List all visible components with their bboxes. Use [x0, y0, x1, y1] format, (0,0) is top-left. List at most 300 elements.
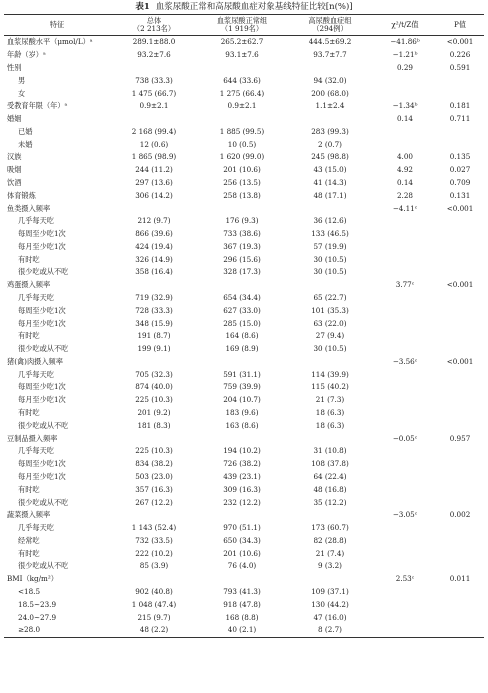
row-label: 每月至少吃1次 [18, 318, 66, 328]
row-label: 很少吃或从不吃 [18, 344, 69, 354]
row-label: 蔬菜摄入频率 [7, 510, 51, 520]
cell-high: 133 (46.5) [311, 229, 349, 239]
cell-statistic: −1.21ᵇ [392, 50, 418, 60]
cell-normal: 204 (10.7) [223, 395, 261, 405]
cell-total: 244 (11.2) [135, 165, 173, 175]
table-label: 表1 [135, 2, 150, 12]
row-label: 已婚 [18, 126, 33, 136]
cell-p-value: <0.001 [446, 203, 474, 213]
table-row [4, 598, 484, 611]
cell-statistic [374, 458, 436, 471]
table-row [4, 100, 484, 113]
cell-total [110, 509, 198, 522]
cell-total: 1 475 (66.7) [131, 88, 177, 98]
row-label: 很少吃或从不吃 [18, 561, 69, 571]
row-label: 猪(禽)肉摄入频率 [7, 356, 63, 366]
cell-p-value: 0.135 [449, 152, 471, 162]
cell-total: 85 (3.9) [139, 561, 169, 571]
header-total [110, 15, 198, 36]
table-row [4, 586, 484, 599]
cell-statistic: 3.77ᶜ [395, 280, 415, 290]
row-label: 有时吃 [18, 254, 40, 264]
cell-normal: 918 (47.8) [223, 599, 261, 609]
cell-normal: 733 (38.6) [223, 229, 261, 239]
cell-normal: 1 275 (66.4) [219, 88, 265, 98]
cell-statistic: −0.05ᶜ [392, 433, 418, 443]
cell-statistic [374, 445, 436, 458]
cell-p-value: 0.011 [449, 574, 471, 584]
cell-statistic: 2.28 [396, 190, 413, 200]
cell-high: 18 (6.3) [315, 420, 345, 430]
cell-normal: 164 (8.6) [225, 331, 259, 341]
row-label: 几乎每天吃 [18, 216, 54, 226]
row-label: 几乎每天吃 [18, 369, 54, 379]
table-row [4, 317, 484, 330]
cell-high [286, 432, 374, 445]
cell-normal: 40 (2.1) [227, 625, 257, 635]
cell-high: 130 (44.2) [311, 599, 349, 609]
cell-statistic [374, 394, 436, 407]
header-total-line2: （2 213名） [132, 24, 176, 33]
cell-p-value [436, 330, 484, 343]
cell-normal: 970 (51.1) [223, 523, 261, 533]
cell-normal [198, 202, 286, 215]
cell-statistic [374, 330, 436, 343]
cell-total: 289.1±88.0 [132, 37, 176, 47]
cell-total [110, 356, 198, 369]
cell-statistic [374, 74, 436, 87]
row-label: 男 [18, 75, 26, 85]
table-row [4, 292, 484, 305]
cell-total: 222 (10.2) [135, 548, 173, 558]
cell-normal: 654 (34.4) [223, 293, 261, 303]
row-label: 血浆尿酸水平（μmol/L）ᵃ [7, 37, 93, 47]
cell-total [110, 113, 198, 126]
cell-normal [198, 356, 286, 369]
cell-statistic: 0.14 [396, 114, 413, 124]
table-row [4, 458, 484, 471]
cell-high: 63 (22.0) [313, 318, 347, 328]
table-row [4, 471, 484, 484]
table-row [4, 202, 484, 215]
cell-normal: 296 (15.6) [223, 254, 261, 264]
cell-total: 201 (9.2) [137, 408, 171, 418]
cell-high [286, 509, 374, 522]
cell-high: 444.5±69.2 [308, 37, 352, 47]
row-label: 有时吃 [18, 548, 40, 558]
cell-normal: 176 (9.3) [225, 216, 259, 226]
cell-statistic [374, 304, 436, 317]
cell-high: 173 (60.7) [311, 523, 349, 533]
cell-statistic [374, 611, 436, 624]
cell-statistic [374, 228, 436, 241]
cell-statistic [374, 266, 436, 279]
cell-high: 245 (98.8) [311, 152, 349, 162]
cell-normal: 759 (39.9) [223, 382, 261, 392]
cell-p-value [436, 611, 484, 624]
row-label: 未婚 [18, 139, 33, 149]
cell-normal: 285 (15.0) [223, 318, 261, 328]
cell-total: 326 (14.9) [135, 254, 173, 264]
cell-total: 2 168 (99.4) [131, 126, 177, 136]
cell-high: 64 (22.4) [313, 471, 347, 481]
cell-high: 1.1±2.4 [315, 101, 345, 111]
cell-total: 215 (9.7) [137, 612, 171, 622]
row-label: 每周至少吃1次 [18, 229, 66, 239]
row-label: 很少吃或从不吃 [18, 497, 69, 507]
header-high-line2: （294例） [312, 24, 348, 33]
cell-total: 1 865 (98.9) [131, 152, 177, 162]
cell-p-value [436, 125, 484, 138]
row-label: 几乎每天吃 [18, 293, 54, 303]
cell-high [286, 62, 374, 75]
cell-statistic [374, 253, 436, 266]
header-normal-line2: （1 919名） [220, 24, 264, 33]
cell-normal: 194 (10.2) [223, 446, 261, 456]
cell-p-value: 0.027 [449, 165, 471, 175]
table-row [4, 241, 484, 254]
cell-statistic: 4.00 [396, 152, 413, 162]
cell-total: 1 048 (47.4) [131, 599, 177, 609]
table-row [4, 624, 484, 637]
cell-total: 93.2±7.6 [137, 50, 171, 60]
cell-high: 43 (15.0) [313, 165, 347, 175]
row-label: 鱼类摄入频率 [7, 203, 51, 213]
table-row [4, 407, 484, 420]
cell-high: 36 (12.6) [313, 216, 347, 226]
header-statistic: χ²/t/Z值 [391, 20, 419, 29]
cell-normal [198, 62, 286, 75]
cell-high: 65 (22.7) [313, 293, 347, 303]
cell-statistic [374, 522, 436, 535]
cell-statistic [374, 407, 436, 420]
cell-high: 93.7±7.7 [313, 50, 347, 60]
cell-p-value [436, 598, 484, 611]
cell-normal: 1 885 (99.5) [219, 126, 265, 136]
cell-total: 348 (15.9) [135, 318, 173, 328]
cell-total: 199 (9.1) [137, 344, 171, 354]
cell-p-value [436, 394, 484, 407]
cell-normal: 183 (9.6) [225, 408, 259, 418]
cell-high: 94 (32.0) [313, 75, 347, 85]
table-row [4, 522, 484, 535]
cell-statistic: 2.53ᶜ [395, 574, 415, 584]
baseline-characteristics-table [4, 14, 484, 638]
row-label: 24.0~27.9 [18, 612, 57, 622]
table-row [4, 266, 484, 279]
row-label: 每周至少吃1次 [18, 305, 66, 315]
row-label: ≥28.0 [18, 625, 41, 635]
cell-total [110, 62, 198, 75]
row-label: 很少吃或从不吃 [18, 267, 69, 277]
row-label: 18.5~23.9 [18, 599, 57, 609]
cell-total: 358 (16.4) [135, 267, 173, 277]
cell-total: 297 (13.6) [135, 177, 173, 187]
cell-normal: 256 (13.5) [223, 177, 261, 187]
cell-p-value: 0.957 [449, 433, 471, 443]
row-label: 很少吃或从不吃 [18, 420, 69, 430]
row-label: 年龄（岁）ᵃ [7, 50, 46, 60]
cell-statistic [374, 534, 436, 547]
cell-statistic: −3.05ᶜ [392, 510, 418, 520]
cell-high: 283 (99.3) [311, 126, 349, 136]
cell-total: 357 (16.3) [135, 484, 173, 494]
cell-total: 306 (14.2) [135, 190, 173, 200]
cell-total: 181 (8.3) [137, 420, 171, 430]
cell-p-value [436, 253, 484, 266]
header-p-value: P值 [453, 20, 467, 29]
cell-p-value [436, 471, 484, 484]
cell-high: 27 (9.4) [315, 331, 345, 341]
cell-normal: 232 (12.2) [223, 497, 261, 507]
table-row [4, 445, 484, 458]
table-row [4, 279, 484, 292]
cell-high: 57 (19.9) [313, 241, 347, 251]
cell-p-value [436, 560, 484, 573]
cell-normal: 439 (23.1) [223, 471, 261, 481]
cell-high: 30 (10.5) [313, 267, 347, 277]
cell-normal: 169 (8.9) [225, 344, 259, 354]
cell-p-value [436, 304, 484, 317]
cell-high [286, 356, 374, 369]
cell-p-value [436, 241, 484, 254]
cell-high: 108 (37.8) [311, 459, 349, 469]
row-label: 体育锻炼 [7, 190, 36, 200]
cell-normal: 591 (31.1) [223, 369, 261, 379]
cell-high: 30 (10.5) [313, 344, 347, 354]
cell-p-value [436, 496, 484, 509]
cell-statistic [374, 215, 436, 228]
cell-high: 21 (7.3) [315, 395, 345, 405]
cell-total: 225 (10.3) [135, 446, 173, 456]
cell-normal: 627 (33.0) [223, 305, 261, 315]
table-row [4, 394, 484, 407]
cell-p-value: <0.001 [446, 37, 474, 47]
cell-statistic [374, 560, 436, 573]
cell-normal: 93.1±7.6 [225, 50, 259, 60]
table-row [4, 330, 484, 343]
cell-high [286, 573, 374, 586]
cell-p-value: 0.711 [449, 114, 471, 124]
cell-p-value [436, 138, 484, 151]
table-row [4, 573, 484, 586]
row-label: BMI（kg/m²） [7, 574, 58, 584]
cell-normal [198, 509, 286, 522]
cell-statistic [374, 471, 436, 484]
table-row [4, 368, 484, 381]
row-label: 汉族 [7, 152, 22, 162]
row-label: 有时吃 [18, 408, 40, 418]
cell-p-value: 0.002 [449, 510, 471, 520]
table-title: 血浆尿酸正常和高尿酸血症对象基线特征比较[n(%)] [155, 2, 353, 12]
cell-statistic [374, 483, 436, 496]
cell-normal: 76 (4.0) [227, 561, 257, 571]
cell-p-value [436, 266, 484, 279]
cell-statistic: 4.92 [396, 165, 413, 175]
table-row [4, 432, 484, 445]
cell-normal: 1 620 (99.0) [219, 152, 265, 162]
cell-total: 424 (19.4) [135, 241, 173, 251]
cell-p-value: 0.131 [449, 190, 471, 200]
table-row [4, 113, 484, 126]
row-label: 鸡蛋摄入频率 [7, 280, 51, 290]
cell-total: 719 (32.9) [135, 293, 173, 303]
cell-normal [198, 432, 286, 445]
cell-total: 191 (8.7) [137, 331, 171, 341]
cell-statistic: −41.86ᵇ [390, 37, 420, 47]
table-row [4, 496, 484, 509]
row-label: 每月至少吃1次 [18, 241, 66, 251]
cell-p-value [436, 228, 484, 241]
cell-p-value: 0.709 [449, 177, 471, 187]
cell-p-value [436, 445, 484, 458]
cell-normal: 793 (41.3) [223, 586, 261, 596]
cell-p-value [436, 483, 484, 496]
cell-p-value [436, 317, 484, 330]
row-label: 吸烟 [7, 165, 22, 175]
cell-p-value [436, 522, 484, 535]
cell-normal: 726 (38.2) [223, 459, 261, 469]
cell-total: 503 (23.0) [135, 471, 173, 481]
table-row [4, 151, 484, 164]
cell-total: 874 (40.0) [135, 382, 173, 392]
cell-high: 82 (28.8) [313, 535, 347, 545]
cell-high: 109 (37.1) [311, 586, 349, 596]
table-row [4, 343, 484, 356]
cell-statistic: −1.34ᵇ [392, 101, 418, 111]
cell-p-value [436, 215, 484, 228]
cell-total: 0.9±2.1 [139, 101, 169, 111]
cell-statistic [374, 496, 436, 509]
cell-high: 115 (40.2) [311, 382, 349, 392]
cell-normal: 650 (34.3) [223, 535, 261, 545]
cell-total: 212 (9.7) [137, 216, 171, 226]
table-row [4, 125, 484, 138]
cell-high: 114 (39.9) [311, 369, 349, 379]
table-row [4, 356, 484, 369]
cell-p-value [436, 381, 484, 394]
table-caption [0, 2, 488, 13]
cell-normal: 201 (10.6) [223, 165, 261, 175]
cell-statistic: 0.14 [396, 177, 413, 187]
table-row [4, 547, 484, 560]
table-row [4, 164, 484, 177]
table-row [4, 36, 484, 49]
cell-statistic [374, 317, 436, 330]
table-row [4, 49, 484, 62]
cell-p-value [436, 87, 484, 100]
cell-statistic [374, 87, 436, 100]
cell-total: 866 (39.6) [135, 229, 173, 239]
cell-high: 35 (12.2) [313, 497, 347, 507]
table-row [4, 611, 484, 624]
cell-normal: 265.2±62.7 [220, 37, 264, 47]
table-row [4, 560, 484, 573]
cell-high: 47 (16.0) [313, 612, 347, 622]
cell-statistic [374, 292, 436, 305]
table-row [4, 138, 484, 151]
cell-high [286, 113, 374, 126]
cell-total: 48 (2.2) [139, 625, 169, 635]
row-label: 有时吃 [18, 484, 40, 494]
table-row [4, 177, 484, 190]
header-normal-line1: 血浆尿酸正常组 [216, 16, 268, 25]
row-label: 有时吃 [18, 331, 40, 341]
cell-high: 8 (2.7) [318, 625, 342, 635]
row-label: 经常吃 [18, 535, 40, 545]
cell-total [110, 202, 198, 215]
header-high [286, 15, 374, 36]
header-total-line1: 总体 [146, 16, 162, 25]
table-row [4, 189, 484, 202]
cell-high: 48 (17.1) [313, 190, 347, 200]
table-row [4, 87, 484, 100]
cell-p-value [436, 74, 484, 87]
table-row [4, 74, 484, 87]
row-label: 婚姻 [7, 114, 22, 124]
cell-statistic [374, 125, 436, 138]
cell-p-value [436, 419, 484, 432]
cell-high: 21 (7.4) [315, 548, 345, 558]
cell-p-value [436, 368, 484, 381]
cell-total: 902 (40.8) [135, 586, 173, 596]
table-header [4, 15, 484, 36]
cell-normal: 367 (19.3) [223, 241, 261, 251]
cell-total: 267 (12.2) [135, 497, 173, 507]
table-row [4, 228, 484, 241]
cell-normal [198, 279, 286, 292]
cell-p-value: 0.181 [449, 101, 471, 111]
cell-high: 9 (3.2) [318, 561, 342, 571]
cell-p-value [436, 547, 484, 560]
cell-normal [198, 113, 286, 126]
table-row [4, 509, 484, 522]
cell-total: 705 (32.3) [135, 369, 173, 379]
table-row [4, 253, 484, 266]
cell-statistic: −3.56ᶜ [392, 356, 418, 366]
cell-normal: 258 (13.8) [223, 190, 261, 200]
cell-total [110, 573, 198, 586]
cell-total: 738 (33.3) [135, 75, 173, 85]
cell-p-value: <0.001 [446, 280, 474, 290]
row-label: 受教育年限（年）ᵃ [7, 101, 68, 111]
cell-high: 18 (6.3) [315, 408, 345, 418]
cell-p-value [436, 624, 484, 637]
cell-p-value [436, 343, 484, 356]
cell-normal: 309 (16.3) [223, 484, 261, 494]
table-row [4, 419, 484, 432]
table-row [4, 304, 484, 317]
header-high-line1: 高尿酸血症组 [308, 16, 352, 25]
cell-statistic [374, 241, 436, 254]
cell-normal: 168 (8.8) [225, 612, 259, 622]
cell-statistic [374, 381, 436, 394]
cell-statistic [374, 419, 436, 432]
cell-high [286, 279, 374, 292]
cell-total: 12 (0.6) [139, 139, 169, 149]
cell-normal: 644 (33.6) [223, 75, 261, 85]
cell-statistic [374, 624, 436, 637]
header-row [4, 15, 484, 36]
cell-p-value [436, 458, 484, 471]
row-label: 每月至少吃1次 [18, 471, 66, 481]
cell-high: 48 (16.8) [313, 484, 347, 494]
table-row [4, 534, 484, 547]
cell-total: 834 (38.2) [135, 459, 173, 469]
cell-p-value: 0.591 [449, 62, 471, 72]
cell-normal: 10 (0.5) [227, 139, 257, 149]
row-label: 每周至少吃1次 [18, 382, 66, 392]
